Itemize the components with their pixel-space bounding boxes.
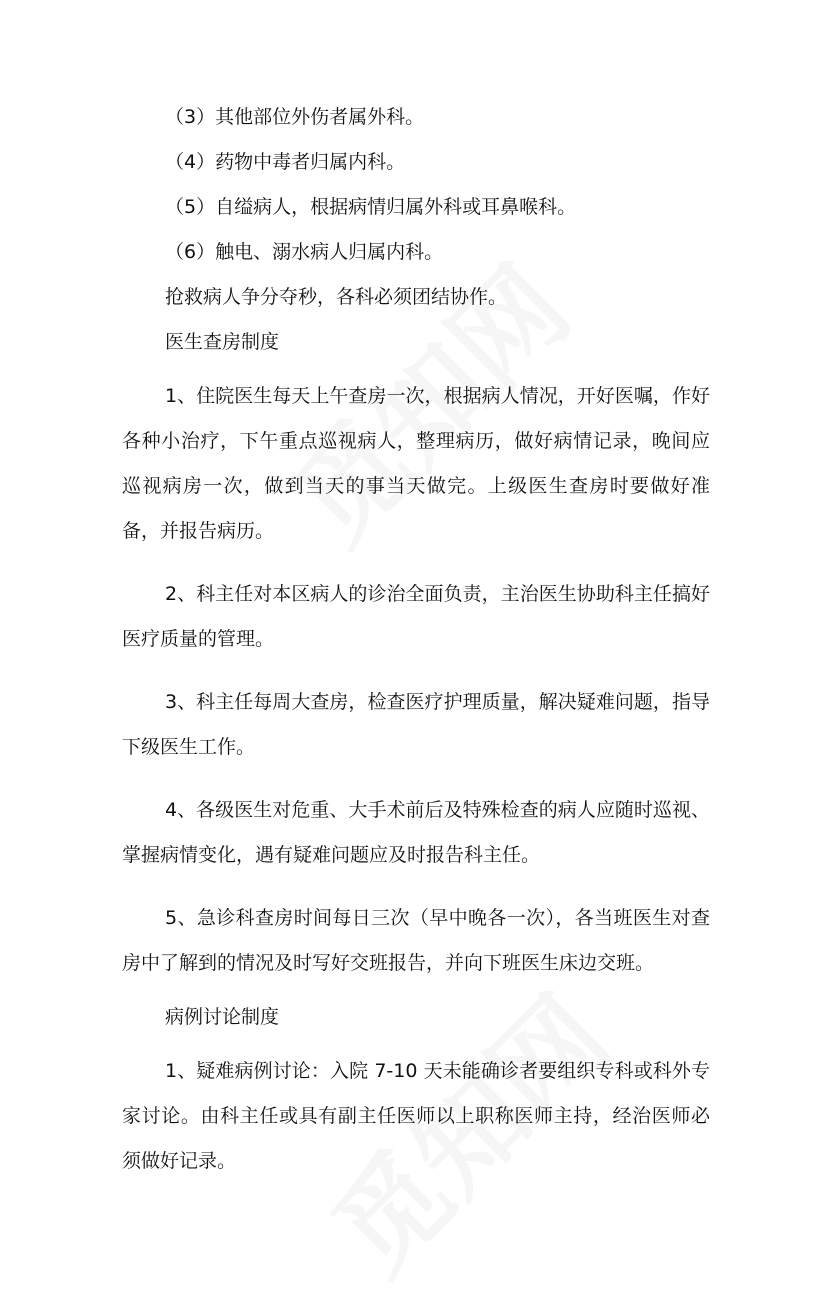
section-heading: 病例讨论制度 (165, 1006, 280, 1028)
list-item: （6）触电、溺水病人归属内科。 (165, 241, 444, 263)
section-heading: 医生查房制度 (165, 331, 280, 353)
paragraph: 5、急诊科查房时间每日三次（早中晚各一次），各当班医生对查房中了解到的情况及时写好交班报告，并向下班医生床边交班。 (122, 907, 710, 974)
paragraph: 2、科主任对本区病人的诊治全面负责，主治医生协助科主任搞好医疗质量的管理。 (122, 583, 710, 650)
list-item: （3）其他部位外伤者属外科。 (165, 106, 425, 128)
list-item: （5）自缢病人，根据病情归属外科或耳鼻喉科。 (165, 196, 577, 218)
paragraph: 抢救病人争分夺秒，各科必须团结协作。 (165, 286, 508, 308)
document-body (122, 104, 710, 1202)
list-item: （4）药物中毒者归属内科。 (165, 151, 406, 173)
paragraph: 1、疑难病例讨论：入院 7-10 天未能确诊者要组织专科或科外专家讨论。由科主任或具有副主任医师以上职称医师主持，经治医师必须做好记录。 (122, 1060, 710, 1172)
paragraph: 1、住院医生每天上午查房一次，根据病人情况，开好医嘱，作好各种小治疗，下午重点巡视病人，整理病历，做好病情记录，晚间应巡视病房一次，做到当天的事当天做完。上级医生查房时要做好准备，并报告病历。 (122, 385, 710, 542)
paragraph: 4、各级医生对危重、大手术前后及特殊检查的病人应随时巡视、掌握病情变化，遇有疑难问题应及时报告科主任。 (122, 799, 710, 866)
paragraph: 3、科主任每周大查房，检查医疗护理质量，解决疑难问题，指导下级医生工作。 (122, 691, 710, 758)
